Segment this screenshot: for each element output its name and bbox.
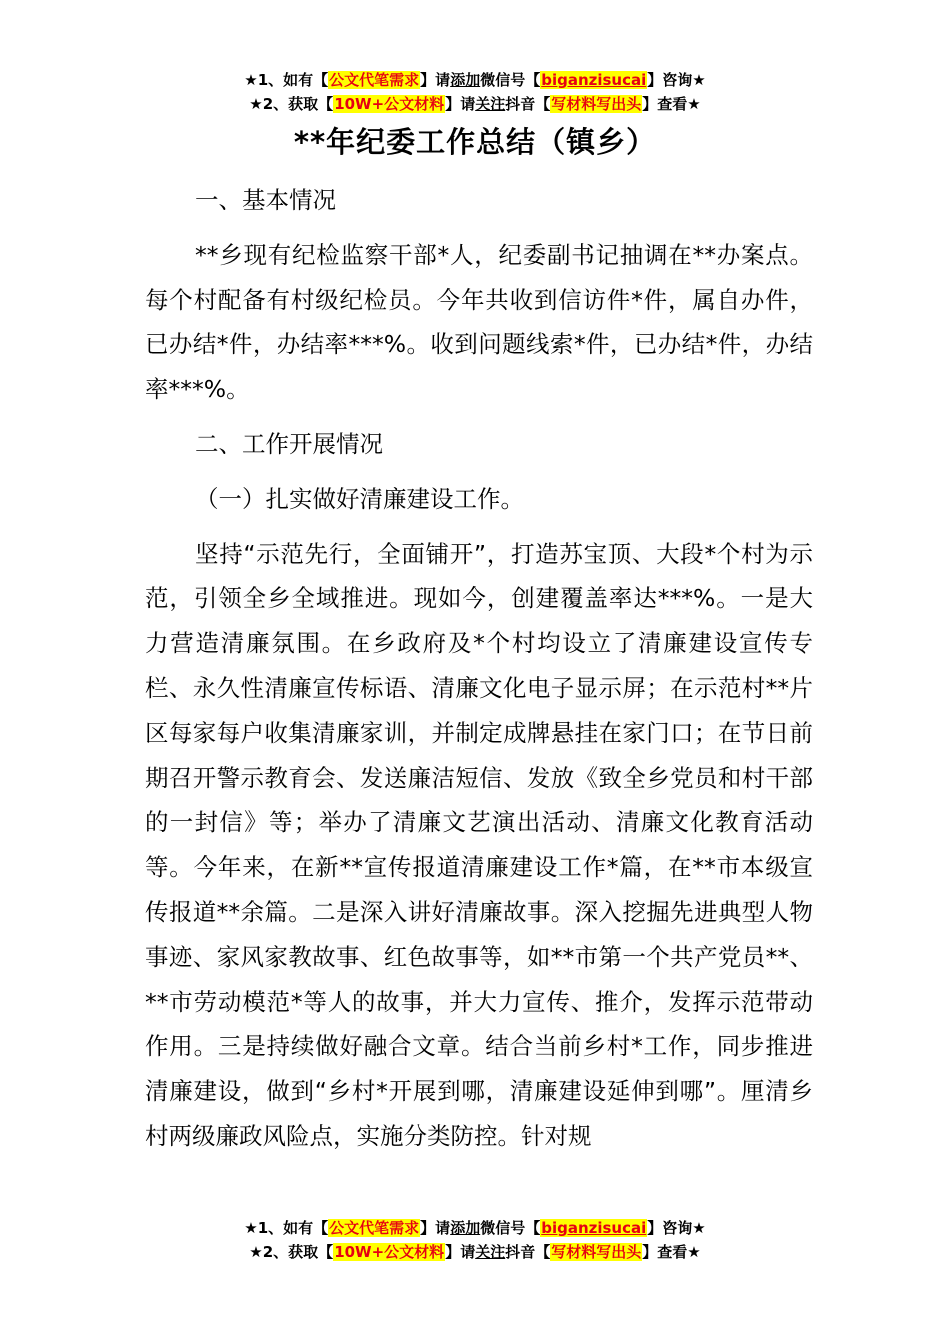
top-banner: [0, 68, 950, 116]
banner-text: 微信号【: [480, 1219, 541, 1237]
document-body: [145, 178, 813, 1169]
banner-text: 】查看★: [642, 95, 701, 113]
banner-highlight-tag: 公文代笔需求: [329, 1219, 420, 1237]
paragraph-clean-construction: 坚持“示范先行，全面铺开”，打造苏宝顶、大段*个村为示范，引领全乡全域推进。现如今，创建覆盖率达***%。一是大力营造清廉氛围。在乡政府及*个村均设立了清廉建设宣传专栏、永久性清廉宣传标语、清廉文化电子显示屏；在示范村**片区每家每户收集清廉家训，并制定成牌悬挂在家门口；在节日前期召开警示教育会、发送廉洁短信、发放《致全乡党员和村干部的一封信》等；举办了清廉文艺演出活动、清廉文化教育活动等。今年来，在新**宣传报道清廉建设工作*篇，在**市本级宣传报道**余篇。二是深入讲好清廉故事。深入挖掘先进典型人物事迹、家风家教故事、红色故事等，如**市第一个共产党员**、**市劳动模范*等人的故事，并大力宣传、推介，发挥示范带动作用。三是持续做好融合文章。结合当前乡村*工作，同步推进清廉建设，做到“乡村*开展到哪，清廉建设延伸到哪”。厘清乡村两级廉政风险点，实施分类防控。针对规: [145, 539, 813, 1150]
banner-line-2: [0, 92, 950, 116]
section-heading-basic: 一、基本情况: [195, 186, 336, 214]
paragraph-basic-info: **乡现有纪检监察干部*人，纪委副书记抽调在**办案点。每个村配备有村级纪检员。今年共收到信访件*件，属自办件，已办结*件，办结率***%。收到问题线索*件，已办结*件，办结率***%。: [145, 240, 813, 404]
banner-text: ★2、获取【: [249, 95, 334, 113]
banner-line-2: [0, 1240, 950, 1264]
banner-text: 抖音【: [505, 95, 551, 113]
douyin-account-tag[interactable]: 写材料写出头: [551, 95, 642, 113]
bottom-banner: [0, 1216, 950, 1264]
banner-text: ★2、获取【: [249, 1243, 334, 1261]
document-title: **年纪委工作总结（镇乡）: [293, 125, 657, 159]
banner-line-1: [0, 68, 950, 92]
banner-highlight-tag: 10W+公文材料: [334, 1243, 445, 1261]
banner-text: ★1、如有【: [244, 71, 329, 89]
douyin-account-tag[interactable]: 写材料写出头: [551, 1243, 642, 1261]
banner-emphasis: 添加: [450, 1219, 481, 1237]
banner-text: ★1、如有【: [244, 1219, 329, 1237]
wechat-id-link[interactable]: biganzisucai: [541, 1219, 647, 1237]
banner-highlight-tag: 公文代笔需求: [329, 71, 420, 89]
section-heading-work: 二、工作开展情况: [195, 429, 383, 458]
banner-emphasis: 关注: [475, 1243, 506, 1261]
banner-text: 】查看★: [642, 1243, 701, 1261]
subsection-heading-1: （一）扎实做好清廉建设工作。: [195, 484, 524, 513]
banner-text: 微信号【: [480, 71, 541, 89]
banner-highlight-tag: 10W+公文材料: [334, 95, 445, 113]
banner-text: 】请: [420, 1219, 451, 1237]
banner-text: 】咨询★: [647, 71, 706, 89]
banner-line-1: [0, 1216, 950, 1240]
banner-text: 】请: [420, 71, 451, 89]
banner-text: 抖音【: [505, 1243, 551, 1261]
banner-text: 】请: [445, 95, 476, 113]
banner-emphasis: 添加: [450, 71, 481, 89]
banner-text: 】咨询★: [647, 1219, 706, 1237]
banner-text: 】请: [445, 1243, 476, 1261]
banner-emphasis: 关注: [475, 95, 506, 113]
wechat-id-link[interactable]: biganzisucai: [541, 71, 647, 89]
